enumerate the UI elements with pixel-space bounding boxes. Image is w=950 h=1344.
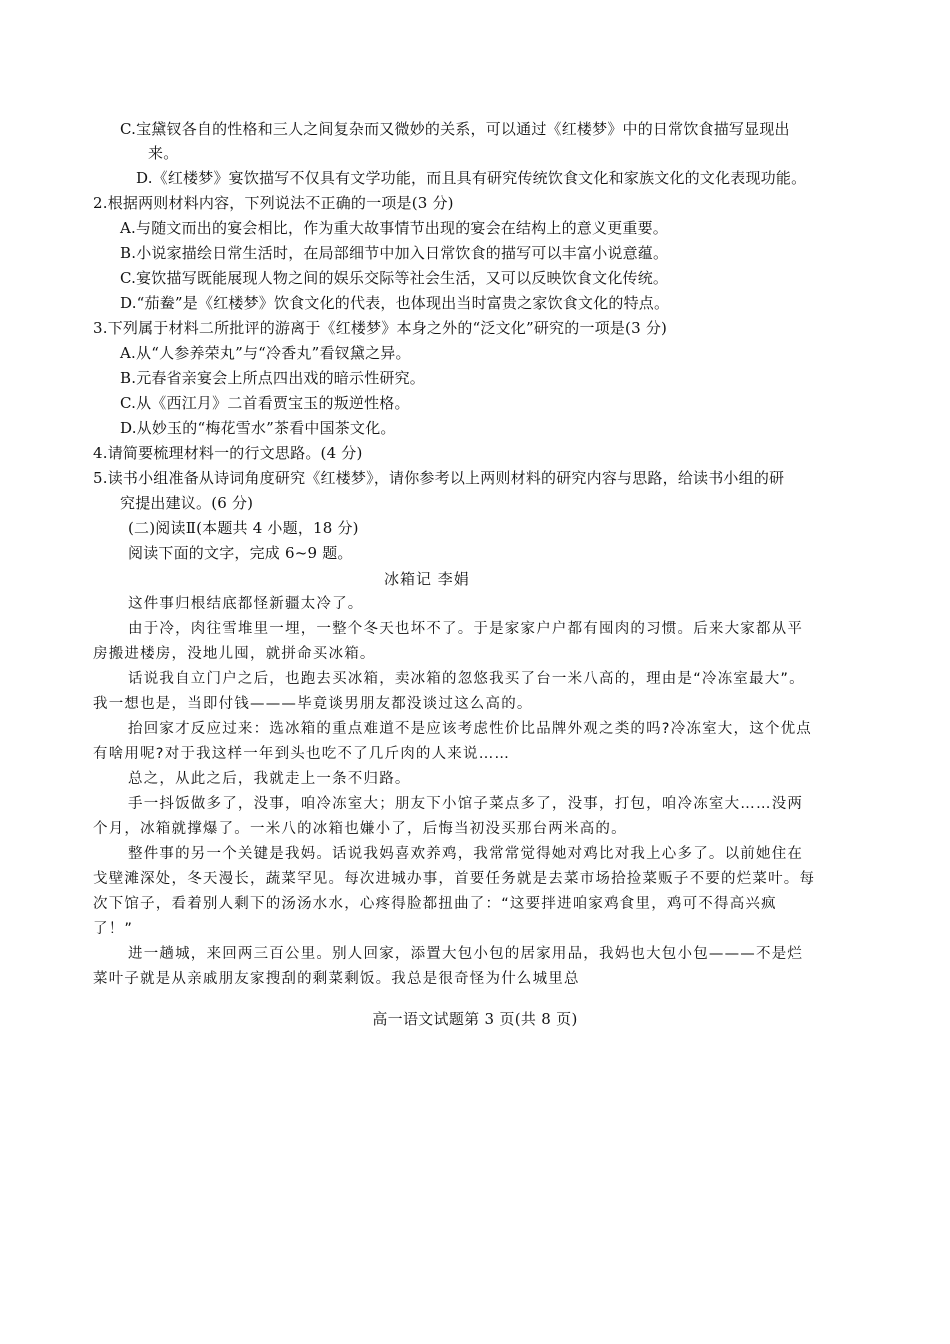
passage-line: 这件事归根结底都怪新疆太冷了。	[128, 596, 364, 612]
q3-option-d: D.从妙玉的“梅花雪水”茶看中国茶文化。	[120, 419, 396, 437]
q2-stem: 2.根据两则材料内容，下列说法不正确的一项是(3 分)	[93, 194, 454, 212]
q5-stem-line2: 究提出建议。(6 分)	[120, 494, 254, 512]
passage-line: 整件事的另一个关键是我妈。话说我妈喜欢养鸡，我常常觉得她对鸡比对我上心多了。以前她住在	[128, 846, 804, 862]
page-footer: 高一语文试题第 3 页(共 8 页)	[372, 1010, 578, 1028]
passage-line: 有啥用呢?对于我这样一年到头也吃不了几斤肉的人来说……	[93, 746, 511, 762]
passage-line: 了！”	[93, 921, 134, 937]
q1-option-d: D.《红楼梦》宴饮描写不仅具有文学功能，而且具有研究传统饮食文化和家族文化的文化表现功能。	[136, 169, 807, 187]
section-header: (二)阅读Ⅱ(本题共 4 小题，18 分)	[128, 519, 359, 537]
q2-option-b: B.小说家描绘日常生活时，在局部细节中加入日常饮食的描写可以丰富小说意蕴。	[120, 244, 669, 262]
passage-line: 抬回家才反应过来：选冰箱的重点难道不是应该考虑性价比品牌外观之类的吗?冷冻室大，这个优点	[128, 721, 812, 737]
q3-option-b: B.元春省亲宴会上所点四出戏的暗示性研究。	[120, 369, 425, 387]
passage-line: 戈壁滩深处，冬天漫长，蔬菜罕见。每次进城办事，首要任务就是去菜市场拾捡菜贩子不要的烂菜叶。每	[93, 871, 816, 887]
passage-line: 话说我自立门户之后，也跑去买冰箱，卖冰箱的忽悠我买了台一米八高的，理由是“冷冻室最大”。	[128, 671, 805, 687]
passage-line: 进一趟城，来回两三百公里。别人回家，添置大包小包的居家用品，我妈也大包小包———不是烂	[128, 946, 804, 962]
q2-option-a: A.与随文而出的宴会相比，作为重大故事情节出现的宴会在结构上的意义更重要。	[120, 219, 669, 237]
passage-title: 冰箱记 李娟	[384, 570, 470, 588]
passage-line: 个月，冰箱就撑爆了。一米八的冰箱也嫌小了，后悔当初没买那台两米高的。	[93, 821, 627, 837]
q3-option-c: C.从《西江月》二首看贾宝玉的叛逆性格。	[120, 394, 410, 412]
passage-line: 手一抖饭做多了，没事，咱冷冻室大；朋友下小馆子菜点多了，没事，打包，咱冷冻室大……没两	[128, 796, 804, 812]
q1-option-c-line2: 来。	[148, 144, 179, 162]
q5-stem-line1: 5.读书小组准备从诗词角度研究《红楼梦》，请你参考以上两则材料的研究内容与思路，给读书小组的研	[93, 469, 785, 487]
q2-option-d: D.“茄鲞”是《红楼梦》饮食文化的代表，也体现出当时富贵之家饮食文化的特点。	[120, 294, 670, 312]
passage-line: 菜叶子就是从亲戚朋友家搜刮的剩菜剩饭。我总是很奇怪为什么城里总	[93, 971, 580, 987]
passage-line: 房搬进楼房，没地儿囤，就拼命买冰箱。	[93, 646, 376, 662]
passage-line: 次下馆子，看着别人剩下的汤汤水水，心疼得脸都扭曲了：“这要拌进咱家鸡食里，鸡可不得高兴疯	[93, 896, 777, 912]
passage-line: 我一想也是，当即付钱———毕竟谈男朋友都没谈过这么高的。	[93, 696, 533, 712]
q3-stem: 3.下列属于材料二所批评的游离于《红楼梦》本身之外的“泛文化”研究的一项是(3 分)	[93, 319, 668, 337]
q2-option-c: C.宴饮描写既能展现人物之间的娱乐交际等社会生活，又可以反映饮食文化传统。	[120, 269, 669, 287]
q4-stem: 4.请简要梳理材料一的行文思路。(4 分)	[93, 444, 363, 462]
passage-line: 总之，从此之后，我就走上一条不归路。	[128, 771, 411, 787]
q1-option-c-line1: C.宝黛钗各自的性格和三人之间复杂而又微妙的关系，可以通过《红楼梦》中的日常饮食描写显现出	[120, 120, 790, 138]
section-instruction: 阅读下面的文字，完成 6~9 题。	[128, 544, 353, 562]
q3-option-a: A.从“人参养荣丸”与“冷香丸”看钗黛之异。	[120, 344, 411, 362]
passage-line: 由于冷，肉往雪堆里一埋，一整个冬天也坏不了。于是家家户户都有囤肉的习惯。后来大家都从平	[128, 621, 804, 637]
